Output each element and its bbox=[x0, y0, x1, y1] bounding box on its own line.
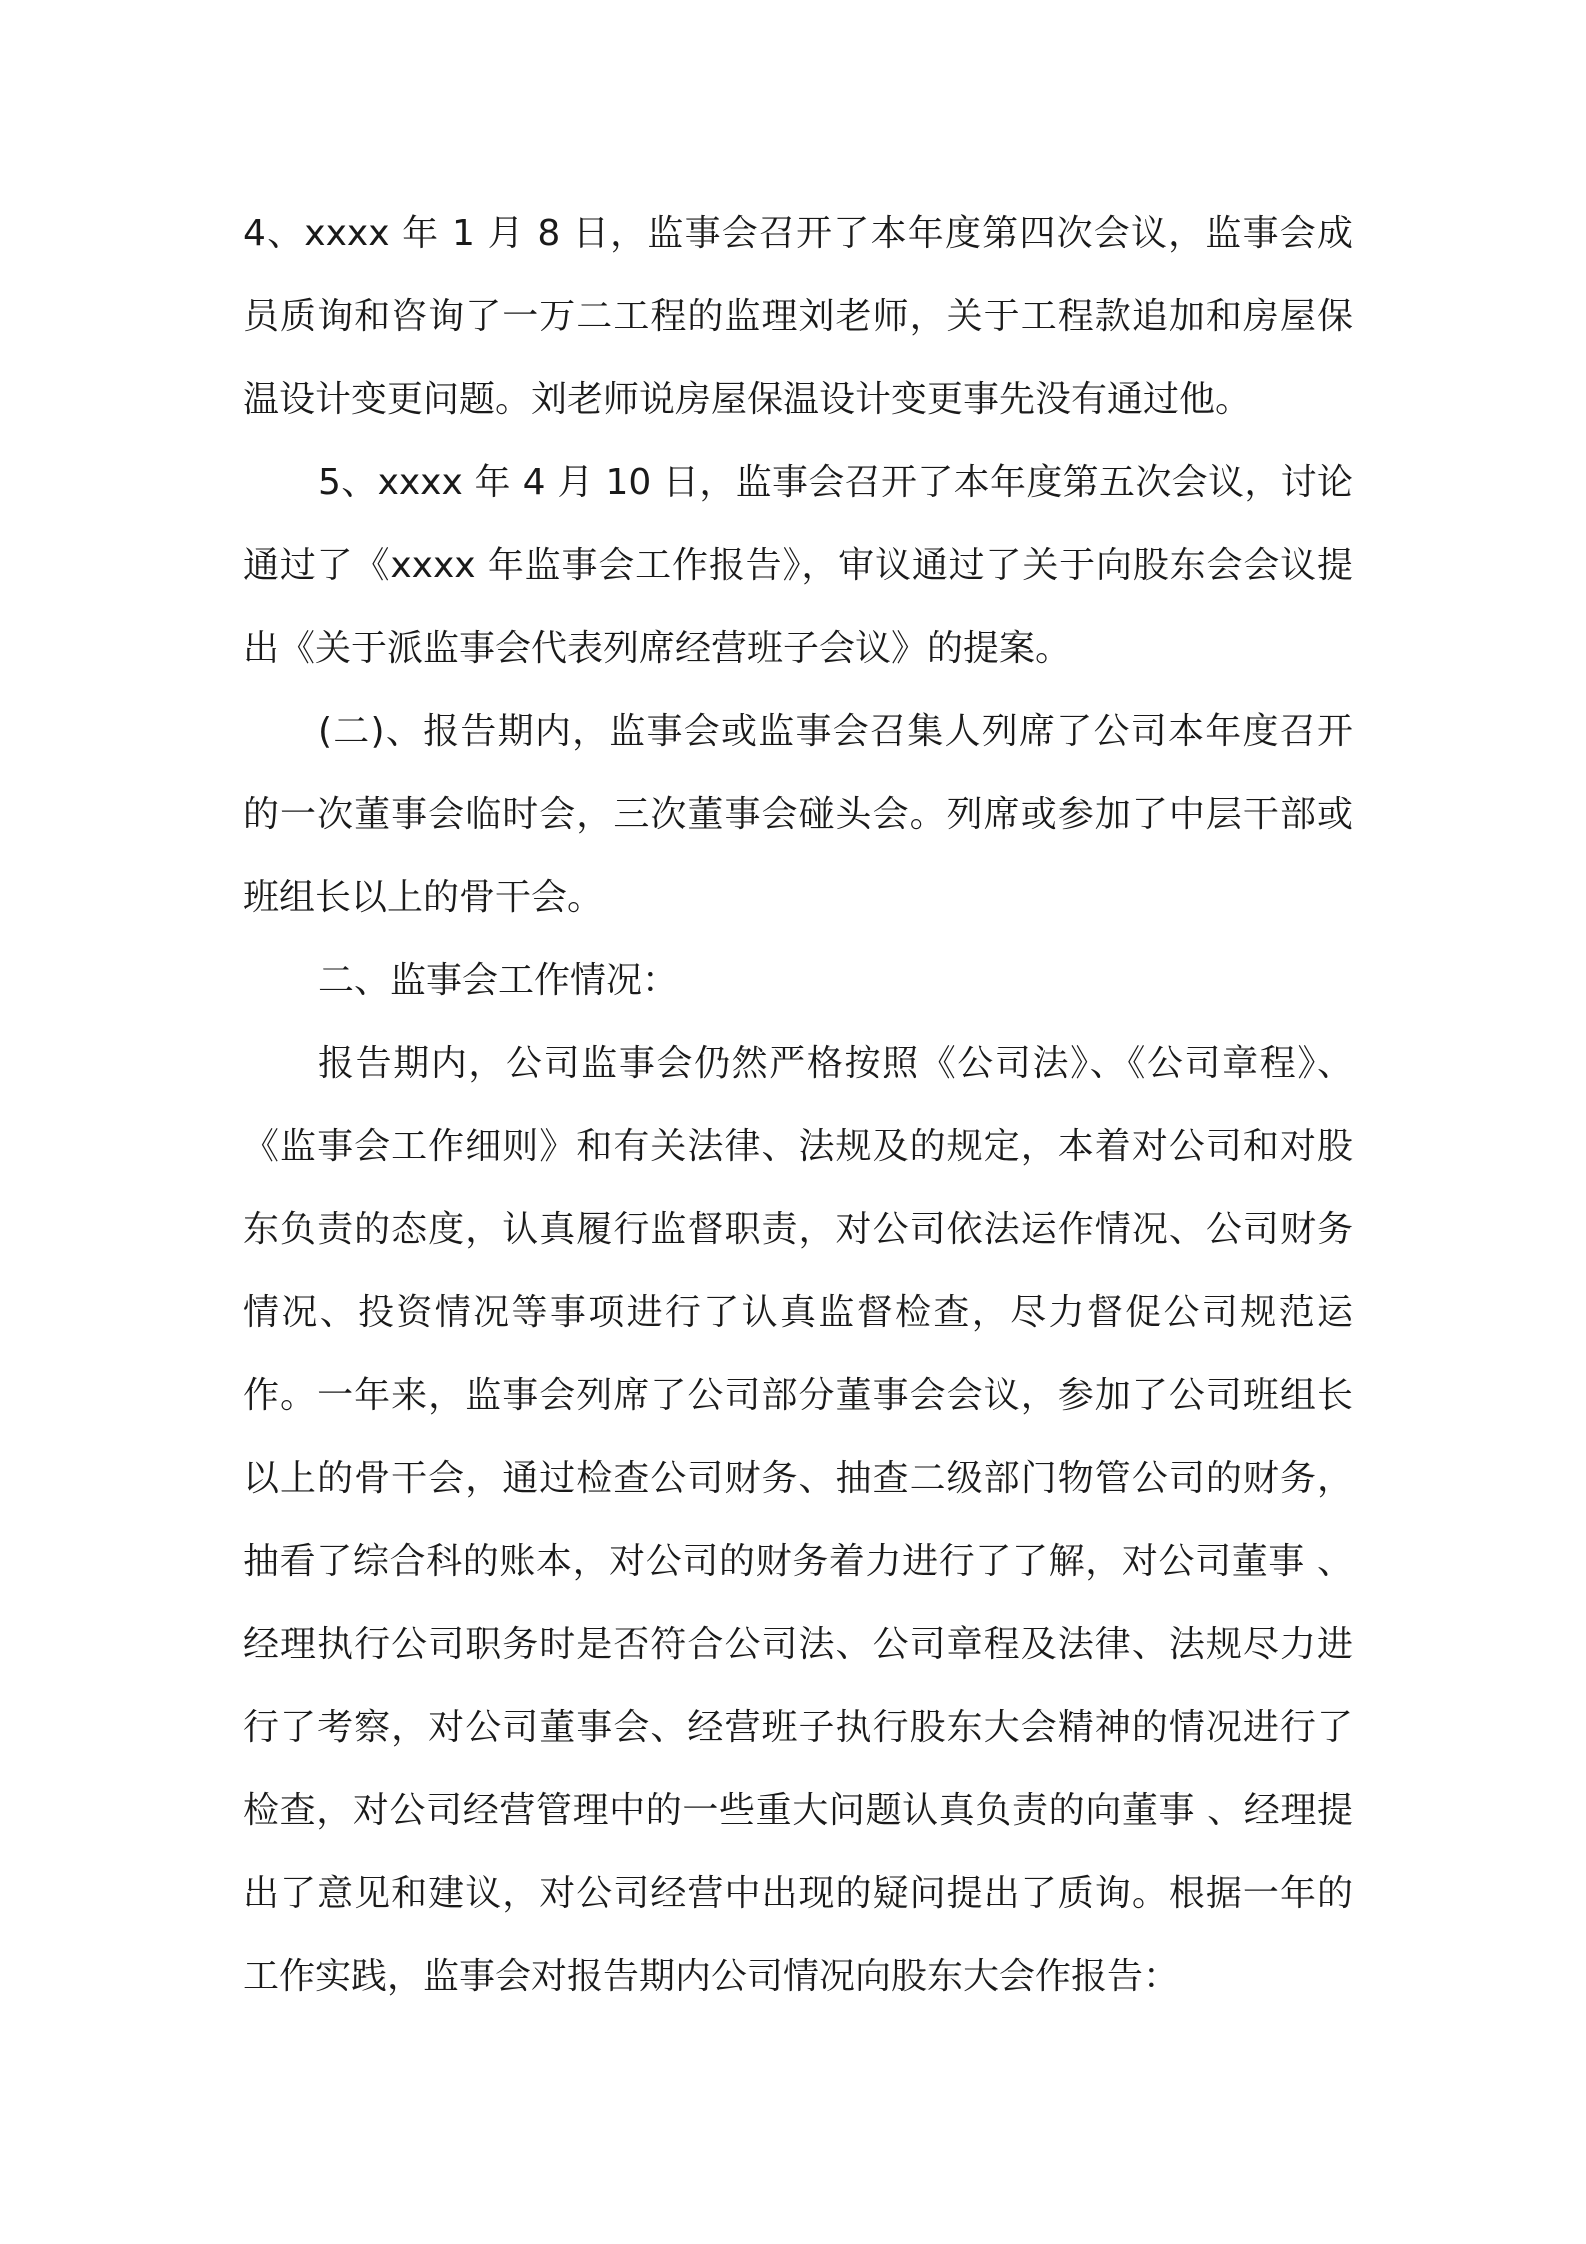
paragraph-item-4: 4、xxxx 年 1 月 8 日，监事会召开了本年度第四次会议，监事会成员质询和咨询了一万二工程的监理刘老师，关于工程款追加和房屋保温设计变更问题。刘老师说房屋保温设计变更事先没有通过他。 bbox=[243, 213, 1353, 420]
document-body bbox=[243, 192, 1353, 2018]
paragraph-section-2: (二)、报告期内，监事会或监事会召集人列席了公司本年度召开的一次董事会临时会，三次董事会碰头会。列席或参加了中层干部或班组长以上的骨干会。 bbox=[243, 711, 1353, 918]
paragraph-work-summary: 报告期内，公司监事会仍然严格按照《公司法》、《公司章程》、《监事会工作细则》和有关法律、法规及的规定，本着对公司和对股东负责的态度，认真履行监督职责，对公司依法运作情况、公司财务情况、投资情况等事项进行了认真监督检查，尽力督促公司规范运作。一年来，监事会列席了公司部分董事会会议，参加了公司班组长以上的骨干会，通过检查公司财务、抽查二级部门物管公司的财务，抽看了综合科的账本，对公司的财务着力进行了了解，对公司董事 、经理执行公司职务时是否符合公司法、公司章程及法律、法规尽力进行了考察，对公司董事会、经营班子执行股东大会精神的情况进行了检查，对公司经营管理中的一些重大问题认真负责的向董事 、经理提出了意见和建议，对公司经营中出现的疑问提出了质询。根据一年的工作实践，监事会对报告期内公司情况向股东大会作报告： bbox=[243, 1043, 1353, 1997]
section-heading-supervisory-work: 二、监事会工作情况： bbox=[318, 960, 679, 1001]
paragraph-item-5: 5、xxxx 年 4 月 10 日，监事会召开了本年度第五次会议，讨论通过了《xxxx 年监事会工作报告》，审议通过了关于向股东会会议提出《关于派监事会代表列席经营班子会议》的提案。 bbox=[243, 462, 1353, 669]
